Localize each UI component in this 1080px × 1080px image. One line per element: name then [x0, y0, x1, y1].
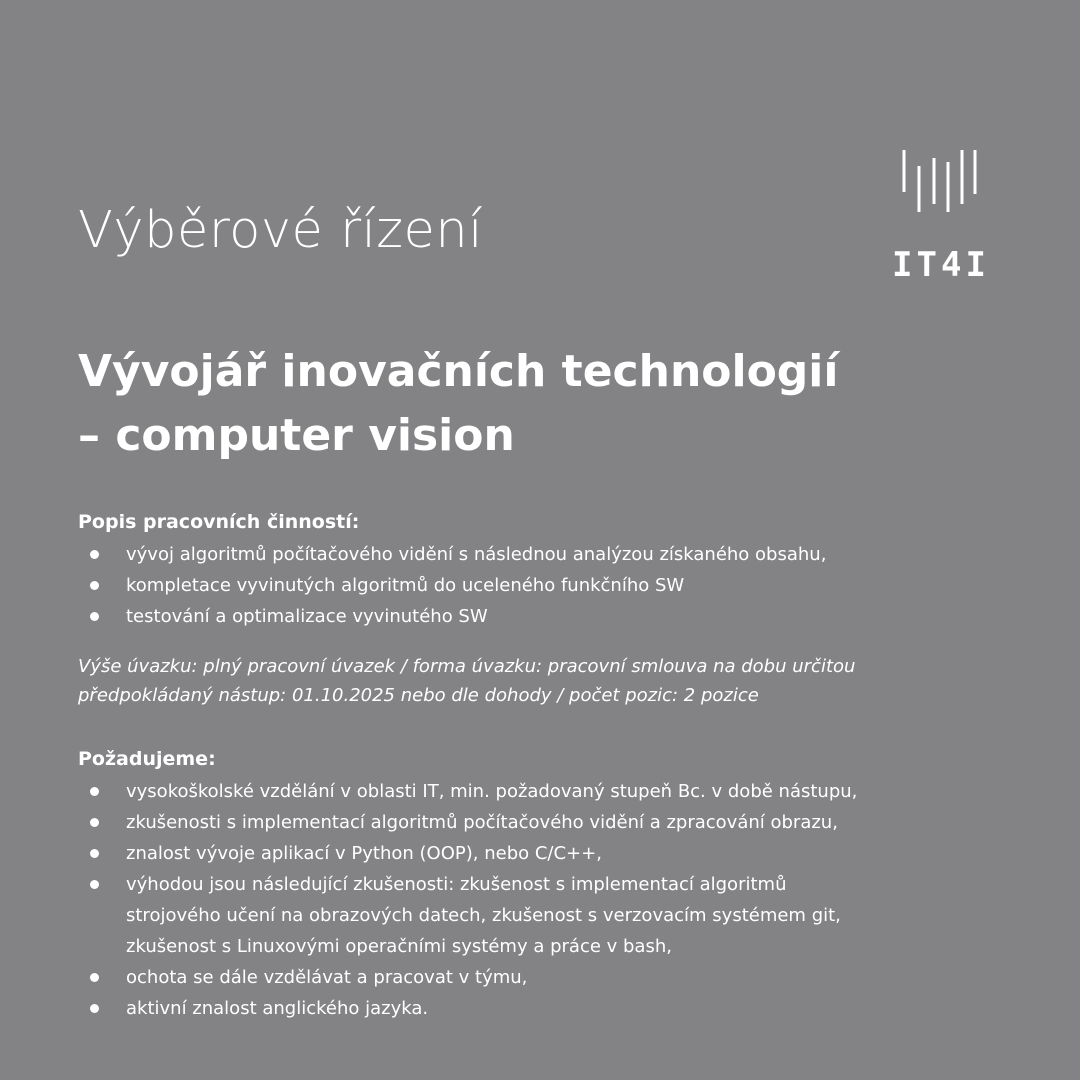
logo-text: IT4I: [892, 245, 990, 285]
list-item: [78, 838, 1048, 869]
bullet-icon: [90, 880, 99, 889]
employment-terms: [78, 652, 1048, 710]
duties-heading: Popis pracovních činností:: [78, 511, 360, 533]
job-details: [78, 505, 1048, 1024]
it4i-bars-logo-icon: [888, 146, 994, 216]
list-item: [78, 807, 1048, 838]
it4i-logo: [888, 146, 994, 286]
page-title: [78, 340, 1038, 468]
bullet-icon: [90, 581, 99, 590]
page-kicker: Výběrové řízení: [78, 201, 483, 260]
duties-section: [78, 505, 1048, 632]
bullet-icon: [90, 612, 99, 621]
list-item: [78, 570, 1048, 601]
list-item-text-line-1: výhodou jsou následující zkušenosti: zkušenost s implementací algoritmů: [126, 874, 787, 895]
list-item: [78, 776, 1048, 807]
requirements-heading: Požadujeme:: [78, 748, 216, 770]
terms-line-1: Výše úvazku: plný pracovní úvazek / forma úvazku: pracovní smlouva na dobu určitou: [78, 656, 856, 677]
list-item: [78, 869, 1048, 962]
list-item: [78, 962, 1048, 993]
bullet-icon: [90, 1004, 99, 1013]
bullet-icon: [90, 550, 99, 559]
list-item: [78, 993, 1048, 1024]
bullet-icon: [90, 849, 99, 858]
list-item-text: testování a optimalizace vyvinutého SW: [126, 606, 488, 627]
requirements-list: [78, 776, 1048, 1024]
list-item-text: zkušenosti s implementací algoritmů počítačového vidění a zpracování obrazu,: [126, 812, 838, 833]
list-item-text: kompletace vyvinutých algoritmů do uceleného funkčního SW: [126, 575, 685, 596]
requirements-section: [78, 742, 1048, 1024]
list-item-text: vývoj algoritmů počítačového vidění s následnou analýzou získaného obsahu,: [126, 544, 827, 565]
bullet-icon: [90, 818, 99, 827]
bullet-icon: [90, 787, 99, 796]
list-item-text: vysokoškolské vzdělání v oblasti IT, min. požadovaný stupeň Bc. v době nástupu,: [126, 781, 858, 802]
list-item-text: ochota se dále vzdělávat a pracovat v týmu,: [126, 967, 528, 988]
list-item-text-line-3: zkušenost s Linuxovými operačními systémy a práce v bash,: [126, 936, 672, 957]
duties-list: [78, 539, 1048, 632]
list-item-text-line-2: strojového učení na obrazových datech, zkušenost s verzovacím systémem git,: [126, 905, 841, 926]
list-item: [78, 539, 1048, 570]
list-item: [78, 601, 1048, 632]
title-line-2: – computer vision: [78, 410, 515, 461]
title-line-1: Vývojář inovačních technologií: [78, 346, 839, 397]
list-item-text: aktivní znalost anglického jazyka.: [126, 998, 429, 1019]
bullet-icon: [90, 973, 99, 982]
list-item-text: znalost vývoje aplikací v Python (OOP), nebo C/C++,: [126, 843, 602, 864]
terms-line-2: předpokládaný nástup: 01.10.2025 nebo dle dohody / počet pozic: 2 pozice: [78, 685, 759, 706]
